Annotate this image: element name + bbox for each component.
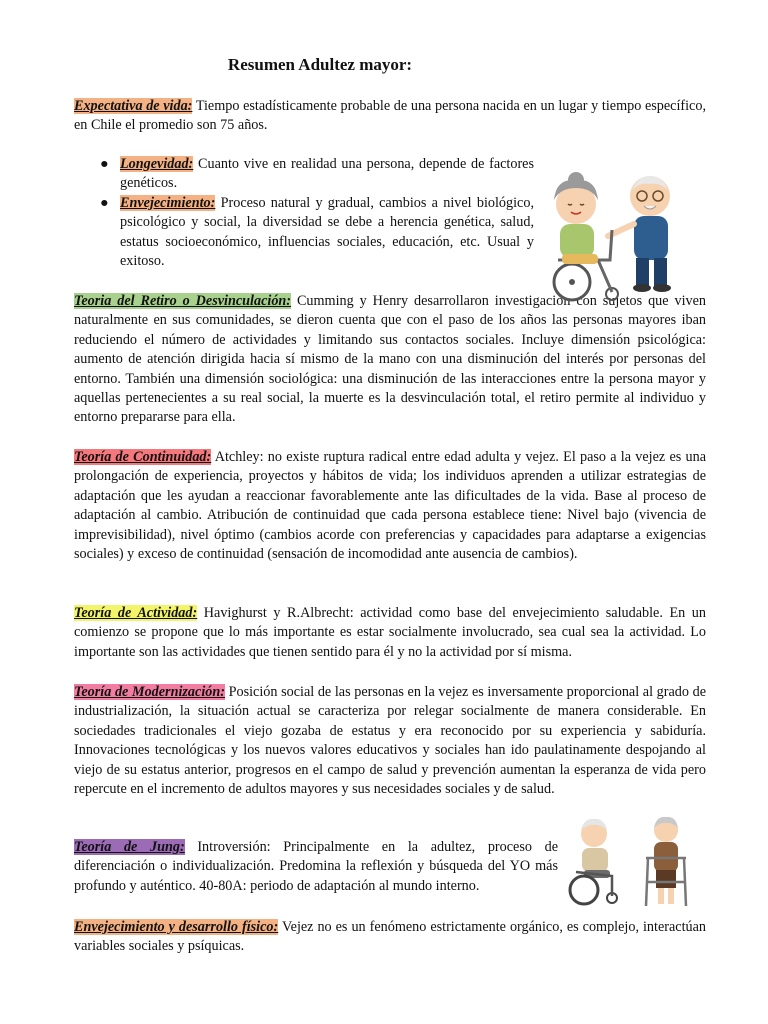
- text-retiro: Cumming y Henry desarrollaron investigación con sujetos que viven naturalmente en sus comunidades, se dieron cuenta que con el paso de los años las personas mayores iban reduciendo el número de actividades y limitando sus contactos sociales. Incluye dimensión psicológica: aumento de atención dirigida hacia sí mismo de la mano con una disminución del interés por personas del entorno. También una dimensión sociológica: una disminución de las interacciones entre la persona mayor y aquellas pertenecientes a su real social, la muerte es la desvinculación total, el retiro permite al individuo y entorno prepararse para ella.: [74, 293, 707, 426]
- section-actividad: [74, 604, 706, 662]
- bullet-icon: ●: [100, 194, 109, 211]
- section-expectativa: [74, 97, 706, 136]
- elderly-couple-wheelchair-illustration: [538, 170, 694, 306]
- bullet-icon: ●: [100, 156, 109, 172]
- list-item: [74, 194, 534, 272]
- text-fisico: Vejez no es un fenómeno estrictamente orgánico, es complejo, interactúan variables sociales y psíquicas.: [74, 919, 706, 955]
- wheelchair-wheel: [570, 876, 598, 904]
- text-envejecimiento: Proceso natural y gradual, cambios a nivel biológico, psicológico y social, la diversidad se debe a herencia genética, salud, estatus socioeconómico, influencias sociales, educación, etc. Usual y exitoso.: [120, 194, 534, 270]
- label-expectativa: Expectativa de vida:: [74, 98, 193, 114]
- label-jung: Teoría de Jung:: [74, 839, 185, 855]
- text-continuidad: Atchley: no existe ruptura radical entre edad adulta y vejez. El paso a la vejez es una prolongación de experiencia, proyectos y hábitos de vida; los individuos aprenden a utilizar estrategias de adaptación que les ayudan a reaccionar favorablemente ante las dificultades de la vida. Base al proceso de adaptación al cambio. Atribución de continuidad que cada persona establece tiene: Nivel bajo (vivencia de imprevisibilidad), nivel óptimo (cambios acorde con preferencias y capacidades para adaptarse a exigencias sociales) y exceso de continuidad (sensación de incomodidad ante ausencia de cambios).: [74, 449, 706, 563]
- label-fisico: Envejecimiento y desarrollo físico:: [74, 919, 279, 935]
- label-retiro: Teoria del Retiro o Desvinculación:: [74, 293, 292, 309]
- elderly-wheelchair-walker-illustration: [562, 814, 698, 910]
- label-modernizacion: Teoría de Modernización:: [74, 684, 225, 700]
- label-actividad: Teoría de Actividad:: [74, 605, 198, 621]
- list-item: [74, 155, 534, 194]
- page-title: Resumen Adultez mayor:: [227, 55, 413, 74]
- text-jung: Introversión: Principalmente en la adultez, proceso de diferenciación o individualización. Predomina la reflexión y búsqueda del YO más profundo y auténtico. 40-80A: periodo de adaptación al mundo interno.: [74, 839, 558, 894]
- text-expectativa: Tiempo estadísticamente probable de una persona nacida en un lugar y tiempo específico, en Chile el promedio son 75 años.: [74, 98, 706, 134]
- label-envejecimiento: Envejecimiento:: [120, 194, 216, 211]
- section-continuidad: [74, 448, 706, 564]
- label-longevidad: Longevidad:: [120, 156, 194, 172]
- bullet-list: [74, 155, 534, 271]
- section-fisico: [74, 918, 706, 957]
- label-continuidad: Teoría de Continuidad:: [74, 449, 212, 465]
- text-longevidad: Cuanto vive en realidad una persona, depende de factores genéticos.: [120, 156, 534, 192]
- section-retiro: [74, 292, 706, 428]
- section-jung: [74, 838, 558, 896]
- text-modernizacion: Posición social de las personas en la vejez es inversamente proporcional al grado de industrialización, la situación actual se caracteriza por relegar socialmente de manera considerable. En sociedades tradicionales el viejo gozaba de estatus y era reconocido por su experiencia y sabiduría. Innovaciones tecnológicas y los nuevos valores educativos y sociales han ido paulatinamente despojando al viejo de su estatus anterior, progresos en el campo de salud y prevención aumentan la esperanza de vida pero repercute en el incremento de adultos mayores y sus necesidades sociales y de salud.: [74, 684, 706, 798]
- text-actividad: Havighurst y R.Albrecht: actividad como base del envejecimiento saludable. En un comienzo se propone que lo más importante es estar socialmente involucrado, sea cual sea la actividad. Lo importante son las actividades que tienen sentido para él y no la actividad por sí misma.: [74, 605, 706, 660]
- section-modernizacion: [74, 683, 706, 799]
